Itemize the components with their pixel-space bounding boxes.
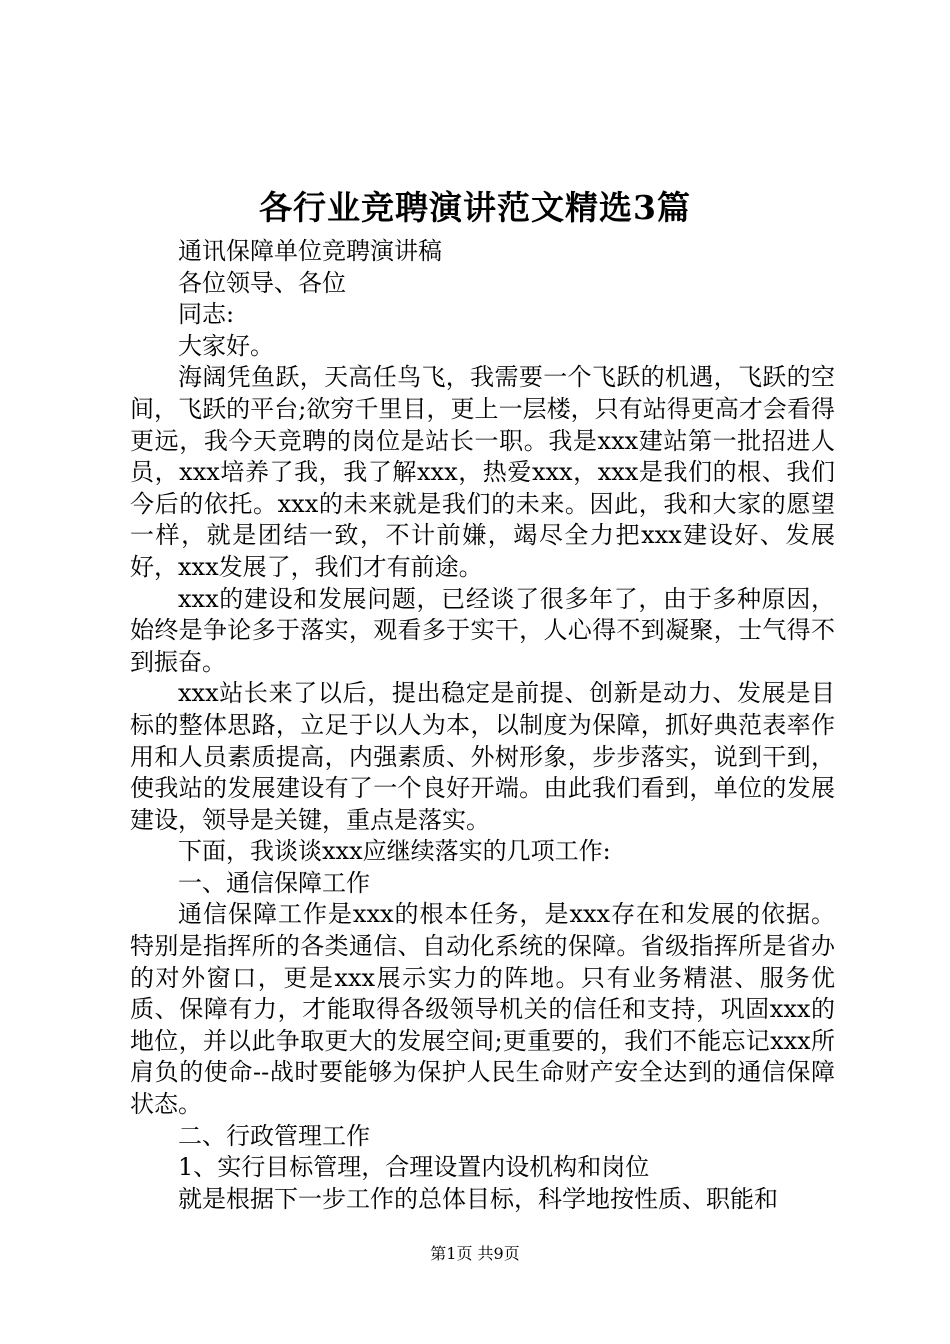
- paragraph: 通信保障工作是xxx的根本任务，是xxx存在和发展的依据。特别是指挥所的各类通信、自动化系统的保障。省级指挥所是省办的对外窗口，更是xxx展示实力的阵地。只有业务精湛、服务优质、保障有力，才能取得各级领导机关的信任和支持，巩固xxx的地位，并以此争取更大的发展空间;更重要的，我们不能忘记xxx所肩负的使命--战时要能够为保护人民生命财产安全达到的通信保障状态。: [130, 900, 835, 1119]
- document-body: [130, 236, 835, 1215]
- paragraph: 就是根据下一步工作的总体目标，科学地按性质、职能和: [178, 1184, 778, 1213]
- page-footer: 第1页 共9页: [430, 1244, 520, 1263]
- paragraph: xxx站长来了以后，提出稳定是前提、创新是动力、发展是目标的整体思路，立足于以人为本，以制度为保障，抓好典范表率作用和人员素质提高，内强素质、外树形象，步步落实，说到干到，使我站的发展建设有了一个良好开端。由此我们看到，单位的发展建设，领导是关键，重点是落实。: [130, 679, 835, 834]
- page-title: 各行业竞聘演讲范文精选3篇: [259, 188, 691, 227]
- paragraph: 同志:: [178, 300, 235, 329]
- paragraph: xxx的建设和发展问题，已经谈了很多年了，由于多种原因，始终是争论多于落实，观看多于实干，人心得不到凝聚，士气得不到振奋。: [130, 584, 835, 676]
- paragraph: 下面，我谈谈xxx应继续落实的几项工作:: [178, 837, 611, 866]
- paragraph: 大家好。: [178, 331, 274, 360]
- paragraph: 一、通信保障工作: [178, 868, 370, 897]
- paragraph: 1、实行目标管理，合理设置内设机构和岗位: [178, 1153, 650, 1182]
- paragraph: 通讯保障单位竞聘演讲稿: [178, 237, 442, 265]
- paragraph: 二、行政管理工作: [178, 1121, 370, 1150]
- paragraph: 海阔凭鱼跃，天高任鸟飞，我需要一个飞跃的机遇，飞跃的空间，飞跃的平台;欲穷千里目，更上一层楼，只有站得更高才会看得更远，我今天竞聘的岗位是站长一职。我是xxx建站第一批招进人员，xxx培养了我，我了解xxx，热爱xxx，xxx是我们的根、我们今后的依托。xxx的未来就是我们的未来。因此，我和大家的愿望一样，就是团结一致，不计前嫌，竭尽全力把xxx建设好、发展好，xxx发展了，我们才有前途。: [130, 363, 835, 581]
- paragraph: 各位领导、各位: [178, 268, 346, 297]
